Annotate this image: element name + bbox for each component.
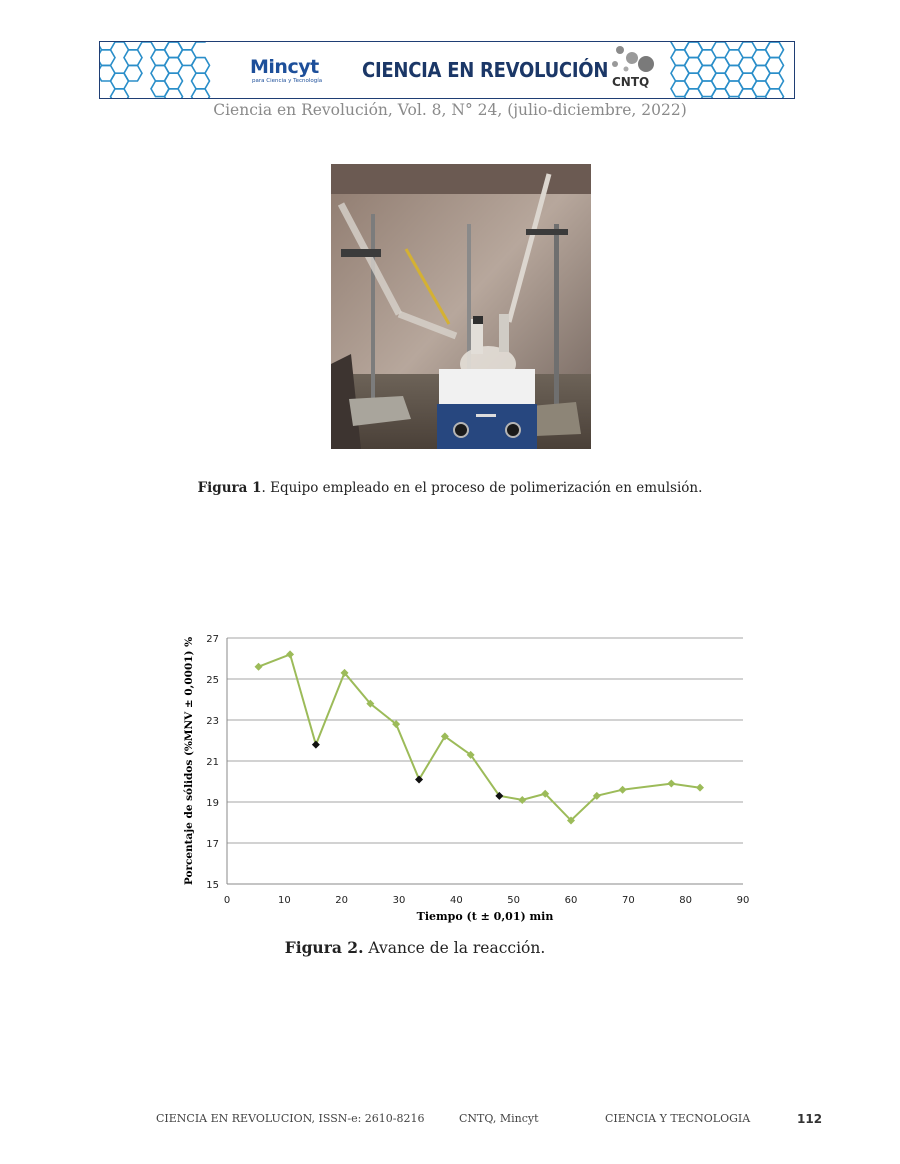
y-tick-label: 25 bbox=[206, 675, 219, 686]
x-axis-label: Tiempo (t ± 0,01) min bbox=[416, 910, 554, 923]
footer-institutions: CNTQ, Mincyt bbox=[459, 1112, 539, 1125]
hexagon-shape bbox=[192, 89, 210, 99]
data-point bbox=[518, 796, 526, 804]
x-tick-label: 80 bbox=[679, 895, 693, 906]
hexagon-shape bbox=[124, 65, 142, 81]
figure2-text: Avance de la reacción. bbox=[363, 939, 546, 957]
y-tick-label: 17 bbox=[206, 839, 219, 850]
hexagon-shape bbox=[100, 42, 115, 50]
data-point bbox=[619, 786, 627, 794]
mincyt-logo: Mincyt bbox=[250, 56, 319, 78]
hexagon-shape bbox=[192, 73, 210, 89]
figure2-label: Figura 2. bbox=[284, 938, 364, 957]
hexagon-shape bbox=[766, 89, 784, 99]
data-point bbox=[255, 663, 263, 671]
hexagon-shape bbox=[111, 89, 129, 99]
data-point bbox=[312, 741, 320, 749]
x-tick-label: 30 bbox=[392, 895, 406, 906]
hexagon-shape bbox=[178, 42, 196, 50]
x-tick-label: 10 bbox=[277, 895, 291, 906]
data-point bbox=[696, 784, 704, 792]
hexagon-shape bbox=[192, 58, 210, 74]
x-tick-label: 90 bbox=[736, 895, 750, 906]
hexagon-shape bbox=[698, 42, 716, 50]
mincyt-logo-subtitle: para Ciencia y Tecnología bbox=[252, 78, 323, 84]
hexagon-shape bbox=[766, 42, 784, 58]
hexagon-shape bbox=[766, 58, 784, 74]
data-point bbox=[286, 650, 294, 658]
x-tick-label: 40 bbox=[449, 895, 463, 906]
y-tick-label: 15 bbox=[206, 880, 219, 891]
figure1-text: . Equipo empleado en el proceso de polimerización en emulsión. bbox=[261, 480, 703, 496]
footer-section: CIENCIA Y TECNOLOGIA bbox=[605, 1112, 751, 1125]
hexagon-shape bbox=[124, 50, 142, 66]
x-tick-label: 20 bbox=[335, 895, 349, 906]
y-tick-label: 23 bbox=[206, 716, 219, 727]
page-number: 112 bbox=[797, 1112, 823, 1126]
figure2-caption bbox=[0, 938, 830, 957]
hexagon-shape bbox=[124, 42, 142, 50]
y-tick-label: 27 bbox=[206, 634, 219, 645]
hexagon-shape bbox=[766, 73, 784, 89]
y-tick-label: 19 bbox=[206, 798, 219, 809]
journal-citation: Ciencia en Revolución, Vol. 8, N° 24, (julio-diciembre, 2022) bbox=[213, 101, 687, 119]
hexagon-shape bbox=[165, 89, 183, 99]
cntq-molecule-icon bbox=[612, 46, 654, 72]
figure1-label: Figura 1 bbox=[197, 480, 262, 496]
x-tick-label: 70 bbox=[621, 895, 635, 906]
figure1-caption bbox=[0, 480, 900, 496]
reaction-progress-chart bbox=[170, 620, 770, 930]
y-axis-label: Porcentaje de sólidos (%MNV ± 0,0001) % bbox=[183, 636, 195, 886]
journal-title: CIENCIA EN REVOLUCIÓN bbox=[362, 58, 609, 82]
hexagon-shape bbox=[100, 50, 115, 66]
journal-banner bbox=[99, 41, 795, 99]
data-point bbox=[667, 780, 675, 788]
x-tick-label: 50 bbox=[507, 895, 521, 906]
x-tick-label: 0 bbox=[223, 895, 231, 906]
cntq-logo: CNTQ bbox=[612, 75, 650, 89]
equipment-photo bbox=[331, 164, 591, 449]
hexagon-shape bbox=[165, 73, 183, 89]
hexagon-shape bbox=[725, 42, 743, 50]
footer-journal: CIENCIA EN REVOLUCION, ISSN-e: 2610-8216 bbox=[156, 1112, 425, 1125]
x-tick-label: 60 bbox=[564, 895, 578, 906]
y-tick-label: 21 bbox=[206, 757, 219, 768]
